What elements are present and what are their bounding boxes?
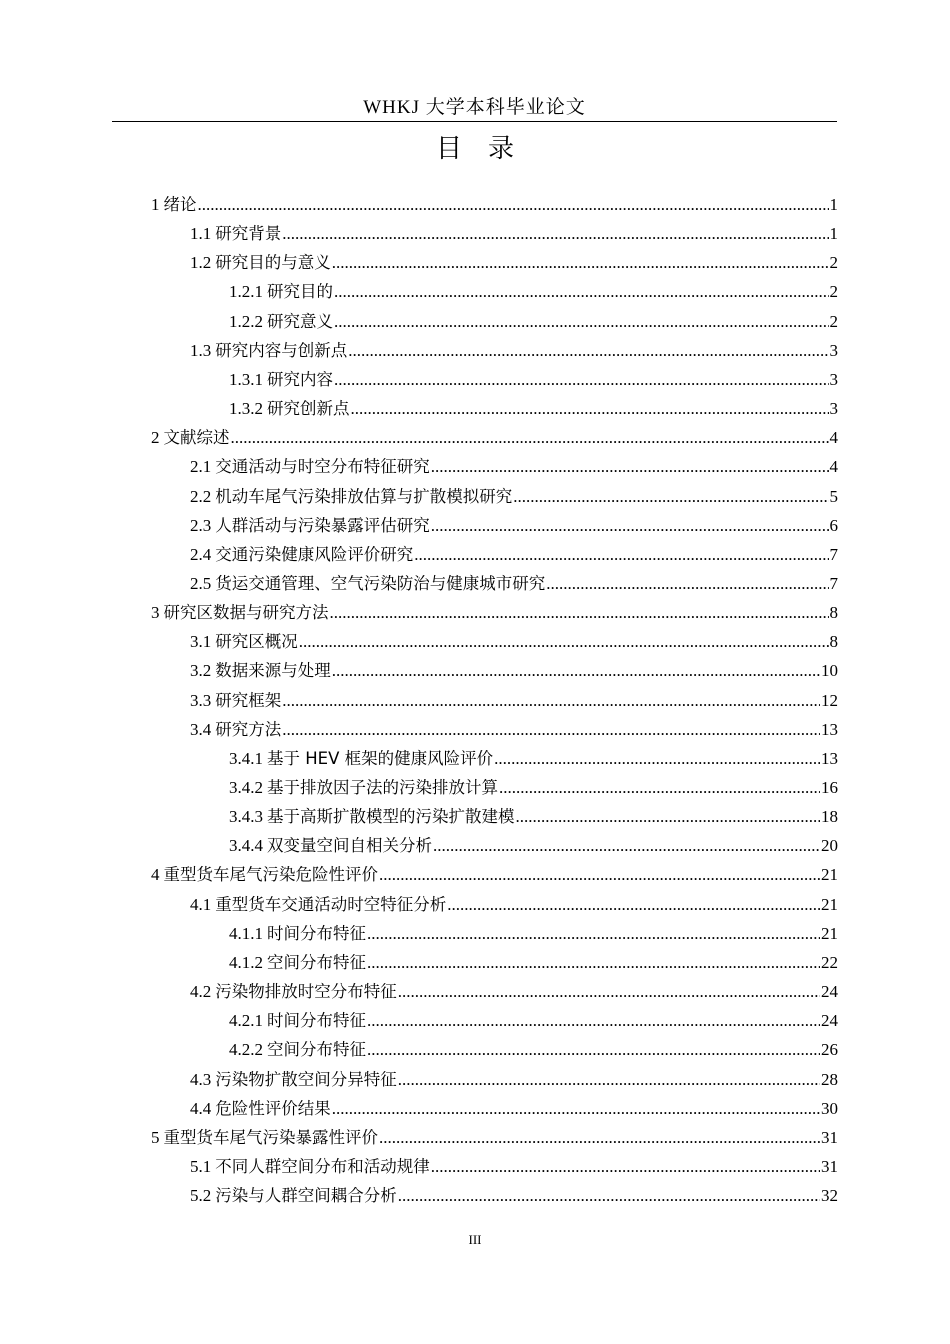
toc-entry-number: 3 <box>151 603 160 622</box>
toc-entry-number: 2.4 <box>190 545 212 564</box>
toc-entry-number: 5 <box>151 1128 160 1147</box>
toc-entry-page: 3 <box>829 370 838 389</box>
toc-entry-number: 1.1 <box>190 224 212 243</box>
toc-entry-number: 4.1.2 <box>229 953 263 972</box>
toc-entry-title: 空间分布特征 <box>267 953 366 972</box>
toc-entry[interactable] <box>190 977 838 1006</box>
toc-entry[interactable] <box>151 423 838 452</box>
toc-entry-page: 26 <box>821 1040 838 1059</box>
dot-leader <box>334 307 829 336</box>
toc-entry[interactable] <box>229 1006 838 1035</box>
toc-entry-number: 2.1 <box>190 457 212 476</box>
toc-entry-title: 人群活动与污染暴露评估研究 <box>215 516 430 535</box>
toc-entry[interactable] <box>229 948 838 977</box>
toc-entry-page: 2 <box>829 253 838 272</box>
toc-entry-page: 21 <box>821 865 838 884</box>
toc-entry-page: 5 <box>829 487 838 506</box>
dot-leader <box>348 336 828 365</box>
toc-entry-title: 研究方法 <box>215 720 282 739</box>
toc-entry-title: 文献综述 <box>163 428 230 447</box>
toc-title: 目 录 <box>435 134 514 164</box>
toc-entry-page: 6 <box>829 516 838 535</box>
toc-entry-title: 基于 HEV 框架的健康风险评价 <box>267 749 494 768</box>
toc-entry-number: 1.3 <box>190 341 212 360</box>
toc-entry[interactable] <box>190 715 838 744</box>
toc-entry[interactable] <box>190 336 838 365</box>
dot-leader <box>231 423 829 452</box>
toc-entry[interactable] <box>229 802 838 831</box>
toc-entry-title: 研究目的与意义 <box>215 253 331 272</box>
toc-entry-number: 4.1 <box>190 895 212 914</box>
toc-entry-page: 4 <box>829 457 838 476</box>
toc-entry-title: 研究内容与创新点 <box>215 341 348 360</box>
toc-entry-title: 研究创新点 <box>267 399 350 418</box>
dot-leader <box>431 511 829 540</box>
dot-leader <box>431 1152 820 1181</box>
toc-entry-title: 绪论 <box>163 195 197 214</box>
toc-entry[interactable] <box>190 1065 838 1094</box>
toc-entry-page: 1 <box>829 224 838 243</box>
toc-entry-title: 污染物扩散空间分异特征 <box>215 1070 397 1089</box>
page-number: III <box>468 1232 482 1247</box>
header-rule <box>112 121 837 122</box>
toc-entry-page: 18 <box>821 807 838 826</box>
toc-entry[interactable] <box>151 190 838 219</box>
dot-leader <box>516 802 821 831</box>
toc-entry-number: 2.5 <box>190 574 212 593</box>
toc-entry-page: 31 <box>821 1157 838 1176</box>
toc-entry[interactable] <box>229 744 838 773</box>
dot-leader <box>433 831 820 860</box>
dot-leader <box>398 1181 820 1210</box>
toc-entry-number: 2 <box>151 428 160 447</box>
toc-entry-page: 32 <box>821 1186 838 1205</box>
toc-entry-title: 交通活动与时空分布特征研究 <box>215 457 430 476</box>
dot-leader <box>351 394 829 423</box>
toc-entry[interactable] <box>190 1152 838 1181</box>
toc-entry[interactable] <box>190 219 838 248</box>
toc-entry-number: 1.3.1 <box>229 370 263 389</box>
toc-entry-page: 8 <box>829 603 838 622</box>
toc-entry[interactable] <box>190 890 838 919</box>
toc-entry-page: 16 <box>821 778 838 797</box>
dot-leader <box>414 540 828 569</box>
toc-entry-title: 研究背景 <box>215 224 282 243</box>
toc-entry[interactable] <box>229 773 838 802</box>
toc-entry-page: 30 <box>821 1099 838 1118</box>
toc-entry-number: 5.2 <box>190 1186 212 1205</box>
toc-entry-number: 1.2 <box>190 253 212 272</box>
toc-entry-page: 13 <box>821 720 838 739</box>
toc-entry-page: 28 <box>821 1070 838 1089</box>
toc-entry-title: 研究区概况 <box>215 632 298 651</box>
dot-leader <box>332 248 829 277</box>
toc-entry[interactable] <box>151 598 838 627</box>
toc-entry[interactable] <box>229 1035 838 1064</box>
dot-leader <box>367 1006 820 1035</box>
toc-entry-page: 7 <box>829 545 838 564</box>
toc-entry-title: 机动车尾气污染排放估算与扩散模拟研究 <box>215 487 513 506</box>
toc-entry-title: 时间分布特征 <box>267 1011 366 1030</box>
toc-entry-title: 污染物排放时空分布特征 <box>215 982 397 1001</box>
toc-entry-number: 4.2.2 <box>229 1040 263 1059</box>
dot-leader <box>513 482 828 511</box>
toc-entry-title: 基于排放因子法的污染排放计算 <box>267 778 498 797</box>
toc-entry[interactable] <box>151 860 838 889</box>
toc-entry[interactable] <box>229 307 838 336</box>
dot-leader <box>332 1094 820 1123</box>
dot-leader <box>282 219 828 248</box>
dot-leader <box>330 598 829 627</box>
toc-entry-page: 22 <box>821 953 838 972</box>
toc-entry-number: 5.1 <box>190 1157 212 1176</box>
toc-entry-title: 货运交通管理、空气污染防治与健康城市研究 <box>215 574 546 593</box>
toc-entry-number: 2.3 <box>190 516 212 535</box>
toc-entry[interactable] <box>229 277 838 306</box>
toc-entry-number: 3.4.2 <box>229 778 263 797</box>
toc-entry-page: 24 <box>821 982 838 1001</box>
toc-entry-page: 4 <box>829 428 838 447</box>
toc-entry-page: 3 <box>829 399 838 418</box>
dot-leader <box>299 627 829 656</box>
dot-leader <box>334 365 829 394</box>
dot-leader <box>431 452 829 481</box>
dot-leader <box>282 715 820 744</box>
toc-entry-page: 20 <box>821 836 838 855</box>
running-header: WHKJ 大学本科毕业论文 <box>363 97 586 118</box>
toc-entry-page: 7 <box>829 574 838 593</box>
toc-entry[interactable] <box>190 627 838 656</box>
toc-entry-title: 基于高斯扩散模型的污染扩散建模 <box>267 807 515 826</box>
toc-entry-title: 研究目的 <box>267 282 333 301</box>
dot-leader <box>282 686 820 715</box>
toc-entry[interactable] <box>229 365 838 394</box>
toc-entry-title: 不同人群空间分布和活动规律 <box>215 1157 430 1176</box>
dot-leader <box>367 919 820 948</box>
toc-entry-title: 时间分布特征 <box>267 924 366 943</box>
dot-leader <box>379 860 820 889</box>
toc-entry[interactable] <box>190 482 838 511</box>
toc-entry[interactable] <box>190 511 838 540</box>
dot-leader <box>398 977 820 1006</box>
toc-entry-title: 重型货车尾气污染危险性评价 <box>163 865 378 884</box>
dot-leader <box>379 1123 820 1152</box>
toc-entry[interactable] <box>190 248 838 277</box>
toc-entry-number: 1.2.1 <box>229 282 263 301</box>
toc-entry-number: 1.3.2 <box>229 399 263 418</box>
toc-entry-page: 2 <box>829 282 838 301</box>
toc-entry[interactable] <box>190 656 838 685</box>
toc-entry[interactable] <box>190 569 838 598</box>
toc-entry-title: 重型货车尾气污染暴露性评价 <box>163 1128 378 1147</box>
dot-leader <box>198 190 829 219</box>
toc-entry-number: 3.4.4 <box>229 836 263 855</box>
toc-entry-number: 4.2.1 <box>229 1011 263 1030</box>
toc-entry-number: 1 <box>151 195 160 214</box>
toc-entry-number: 3.4.1 <box>229 749 263 768</box>
toc-entry-page: 3 <box>829 341 838 360</box>
toc-entry-number: 4 <box>151 865 160 884</box>
toc-entry[interactable] <box>190 1094 838 1123</box>
toc-entry-page: 13 <box>821 749 838 768</box>
toc-entry-number: 3.1 <box>190 632 212 651</box>
toc-entry[interactable] <box>151 1123 838 1152</box>
toc-entry-number: 3.2 <box>190 661 212 680</box>
toc-entry-title: 污染与人群空间耦合分析 <box>215 1186 397 1205</box>
dot-leader <box>367 948 820 977</box>
dot-leader <box>334 277 829 306</box>
toc-entry[interactable] <box>190 1181 838 1210</box>
dot-leader <box>332 656 820 685</box>
toc-entry-page: 8 <box>829 632 838 651</box>
toc-entry-title: 研究内容 <box>267 370 333 389</box>
toc-entry-page: 12 <box>821 691 838 710</box>
toc-entry-page: 1 <box>829 195 838 214</box>
dot-leader <box>494 744 820 773</box>
toc-entry-number: 3.4 <box>190 720 212 739</box>
toc-entry-number: 3.4.3 <box>229 807 263 826</box>
dot-leader <box>367 1035 820 1064</box>
toc-entry-title: 空间分布特征 <box>267 1040 366 1059</box>
toc-entry-page: 10 <box>821 661 838 680</box>
toc-entry-title: 研究意义 <box>267 312 333 331</box>
toc-entry-number: 4.4 <box>190 1099 212 1118</box>
toc-entry-title: 危险性评价结果 <box>215 1099 331 1118</box>
toc-entry-number: 1.2.2 <box>229 312 263 331</box>
toc-entry-title: 研究框架 <box>215 691 282 710</box>
toc-entry[interactable] <box>229 919 838 948</box>
dot-leader <box>398 1065 820 1094</box>
toc-entry-number: 4.1.1 <box>229 924 263 943</box>
toc-entry-page: 24 <box>821 1011 838 1030</box>
toc-entry-number: 4.2 <box>190 982 212 1001</box>
toc-entry[interactable] <box>190 540 838 569</box>
toc-entry-page: 21 <box>821 895 838 914</box>
toc-entry-page: 31 <box>821 1128 838 1147</box>
dot-leader <box>447 890 820 919</box>
toc-entry-number: 2.2 <box>190 487 212 506</box>
toc-entry-page: 21 <box>821 924 838 943</box>
dot-leader <box>499 773 820 802</box>
dot-leader <box>546 569 828 598</box>
toc-entry[interactable] <box>229 394 838 423</box>
toc-entry-title: 交通污染健康风险评价研究 <box>215 545 414 564</box>
toc-entry-page: 2 <box>829 312 838 331</box>
toc-entry-title: 重型货车交通活动时空特征分析 <box>215 895 447 914</box>
toc-entry-title: 数据来源与处理 <box>215 661 331 680</box>
toc-entry-title: 研究区数据与研究方法 <box>163 603 329 622</box>
toc-entry-title: 双变量空间自相关分析 <box>267 836 432 855</box>
toc-entry[interactable] <box>190 686 838 715</box>
toc-entry[interactable] <box>229 831 838 860</box>
toc-entry-number: 4.3 <box>190 1070 212 1089</box>
toc-entry-number: 3.3 <box>190 691 212 710</box>
toc-entry[interactable] <box>190 452 838 481</box>
